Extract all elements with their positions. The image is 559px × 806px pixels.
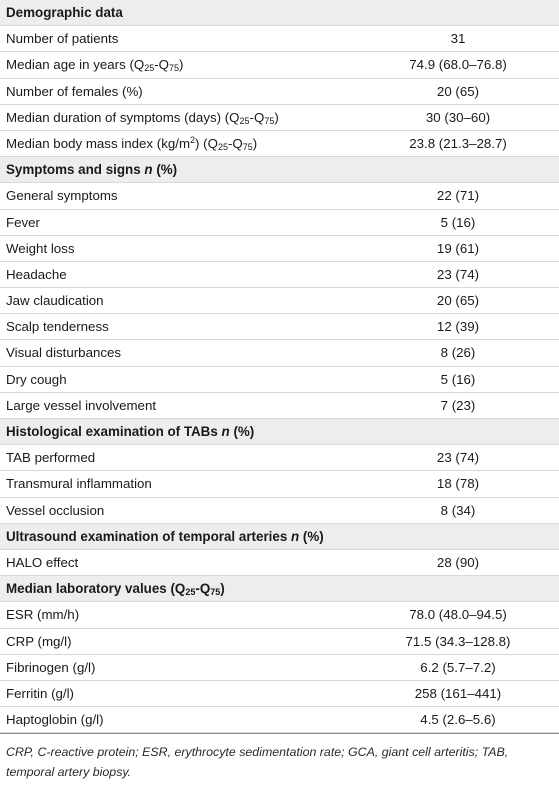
row-label — [6, 340, 121, 366]
label-part-mid: -Q — [249, 109, 265, 125]
row-label — [6, 707, 104, 733]
table-row — [0, 105, 559, 131]
section-header-row — [0, 524, 559, 550]
label-part-label: TAB performed — [6, 450, 96, 466]
row-label — [6, 681, 74, 707]
row-value: 5 (16) — [440, 214, 476, 230]
label-part-italic: n — [144, 162, 153, 178]
row-value: 71.5 (34.3–128.8) — [405, 633, 511, 649]
label-part-label: Scalp tenderness — [6, 319, 109, 335]
label-part-end: ) — [274, 109, 279, 125]
row-label — [6, 262, 67, 288]
section-title — [6, 576, 225, 602]
label-part-label: Visual disturbances — [6, 345, 122, 361]
row-value: 12 (39) — [436, 319, 480, 335]
row-value: 23.8 (21.3–28.7) — [409, 135, 507, 151]
label-part-post-sup: ) (Q — [195, 135, 218, 151]
table-row — [0, 707, 559, 733]
label-part-sub2: 75 — [242, 141, 253, 152]
row-label — [6, 655, 95, 681]
section-title — [6, 419, 254, 445]
table-row — [0, 340, 559, 366]
label-part-sub2: 75 — [169, 63, 180, 74]
row-label — [6, 602, 79, 628]
table-row — [0, 602, 559, 628]
label-part-end: ) — [252, 135, 258, 151]
section-header-row — [0, 419, 559, 445]
section-header-row — [0, 157, 559, 183]
table-row — [0, 288, 559, 314]
label-part-end: ) — [179, 57, 184, 73]
row-value: 78.0 (48.0–94.5) — [409, 607, 507, 623]
label-part-label: Vessel occlusion — [6, 502, 105, 518]
row-label — [6, 471, 152, 497]
row-label — [6, 26, 118, 52]
row-value: 23 (74) — [436, 266, 480, 282]
table-row — [0, 498, 559, 524]
label-part-label: Headache — [6, 266, 67, 282]
table-row — [0, 393, 559, 419]
label-part-end: (%) — [299, 528, 324, 544]
label-part-label: Fever — [6, 214, 40, 230]
label-part-italic: n — [291, 528, 300, 544]
label-part-label: ESR (mm/h) — [6, 607, 80, 623]
label-part-label: Transmural inflammation — [6, 476, 152, 492]
row-value: 23 (74) — [436, 450, 480, 466]
row-value: 5 (16) — [440, 371, 476, 387]
row-value: 18 (78) — [436, 476, 480, 492]
table-row — [0, 236, 559, 262]
label-part-sub1: 25 — [144, 63, 155, 74]
row-label — [6, 210, 40, 236]
label-part-label: General symptoms — [6, 188, 118, 204]
label-part-label: Histological examination of TABs — [6, 424, 222, 439]
label-part-sub1: 25 — [185, 587, 196, 598]
row-value: 20 (65) — [436, 83, 480, 99]
table-footnote: CRP, C-reactive protein; ESR, erythrocyte sedimentation rate; GCA, giant cell arteritis; TAB, temporal artery biopsy. — [6, 745, 509, 780]
table-row — [0, 681, 559, 707]
label-part-mid: -Q — [195, 581, 211, 597]
label-part-label: Large vessel involvement — [6, 397, 157, 413]
table-row — [0, 210, 559, 236]
table-row — [0, 629, 559, 655]
row-value: 19 (61) — [436, 240, 480, 256]
section-header-row — [0, 0, 559, 26]
table-row — [0, 26, 559, 52]
label-part-end: (%) — [152, 162, 178, 178]
row-label — [6, 314, 109, 340]
row-value: 30 (30–60) — [425, 109, 491, 125]
table-row — [0, 655, 559, 681]
row-label — [6, 183, 118, 209]
label-part-sup: 2 — [190, 134, 196, 145]
label-part-label: Median body mass index (kg/m — [6, 135, 191, 151]
row-value: 20 (65) — [436, 293, 480, 309]
row-label — [6, 393, 156, 419]
table-row — [0, 79, 559, 105]
row-label — [6, 550, 78, 576]
row-value: 258 (161–441) — [414, 685, 502, 701]
label-part-label: Median duration of symptoms (days) (Q — [6, 109, 240, 125]
label-part-label: Demographic data — [6, 5, 123, 20]
label-part-label: Ferritin (g/l) — [6, 685, 74, 701]
row-value: 4.5 (2.6–5.6) — [420, 712, 496, 728]
label-part-label: Ultrasound examination of temporal arteries — [6, 528, 291, 544]
table-row — [0, 131, 559, 157]
row-value: 6.2 (5.7–7.2) — [420, 659, 496, 675]
table-row — [0, 445, 559, 471]
section-title — [6, 0, 123, 26]
label-part-mid: -Q — [154, 57, 170, 73]
row-label — [6, 105, 279, 131]
section-title — [6, 524, 324, 550]
row-label — [6, 498, 104, 524]
row-label — [6, 445, 95, 471]
label-part-label: Jaw claudication — [6, 293, 104, 309]
label-part-label: Fibrinogen (g/l) — [6, 659, 96, 675]
label-part-sub1: 25 — [217, 141, 228, 152]
label-part-label: Number of females (%) — [6, 83, 143, 99]
label-part-label: Dry cough — [6, 371, 67, 387]
label-part-sub2: 75 — [264, 115, 275, 126]
table-row — [0, 471, 559, 497]
row-label — [6, 367, 67, 393]
row-value: 22 (71) — [436, 188, 480, 204]
row-value: 28 (90) — [436, 554, 480, 570]
label-part-label: Symptoms and signs — [6, 162, 145, 178]
label-part-italic: n — [221, 424, 230, 439]
row-value: 74.9 (68.0–76.8) — [409, 57, 507, 73]
label-part-sub2: 75 — [210, 587, 221, 598]
label-part-label: Median age in years (Q — [6, 57, 145, 73]
table-row — [0, 550, 559, 576]
label-part-end: (%) — [229, 424, 255, 439]
label-part-sub1: 25 — [239, 115, 250, 126]
label-part-label: Weight loss — [6, 240, 75, 256]
label-part-label: Median laboratory values (Q — [6, 581, 186, 597]
label-part-label: Number of patients — [6, 31, 119, 47]
table-row — [0, 314, 559, 340]
table-row — [0, 52, 559, 78]
label-part-label: HALO effect — [6, 554, 79, 570]
row-value: 8 (26) — [440, 345, 476, 361]
row-label — [6, 629, 72, 655]
row-value: 7 (23) — [440, 397, 476, 413]
row-label — [6, 52, 183, 78]
table-row — [0, 262, 559, 288]
label-part-mid: -Q — [227, 135, 243, 151]
row-label — [6, 131, 257, 157]
row-value: 31 — [450, 31, 466, 47]
row-value: 8 (34) — [440, 502, 476, 518]
section-header-row — [0, 576, 559, 602]
label-part-end: ) — [220, 581, 225, 597]
label-part-label: Haptoglobin (g/l) — [6, 712, 104, 728]
table-row — [0, 183, 559, 209]
table-row — [0, 367, 559, 393]
row-label — [6, 288, 104, 314]
row-label — [6, 79, 143, 105]
label-part-label: CRP (mg/l) — [6, 633, 72, 649]
row-label — [6, 236, 74, 262]
section-title — [6, 157, 177, 183]
